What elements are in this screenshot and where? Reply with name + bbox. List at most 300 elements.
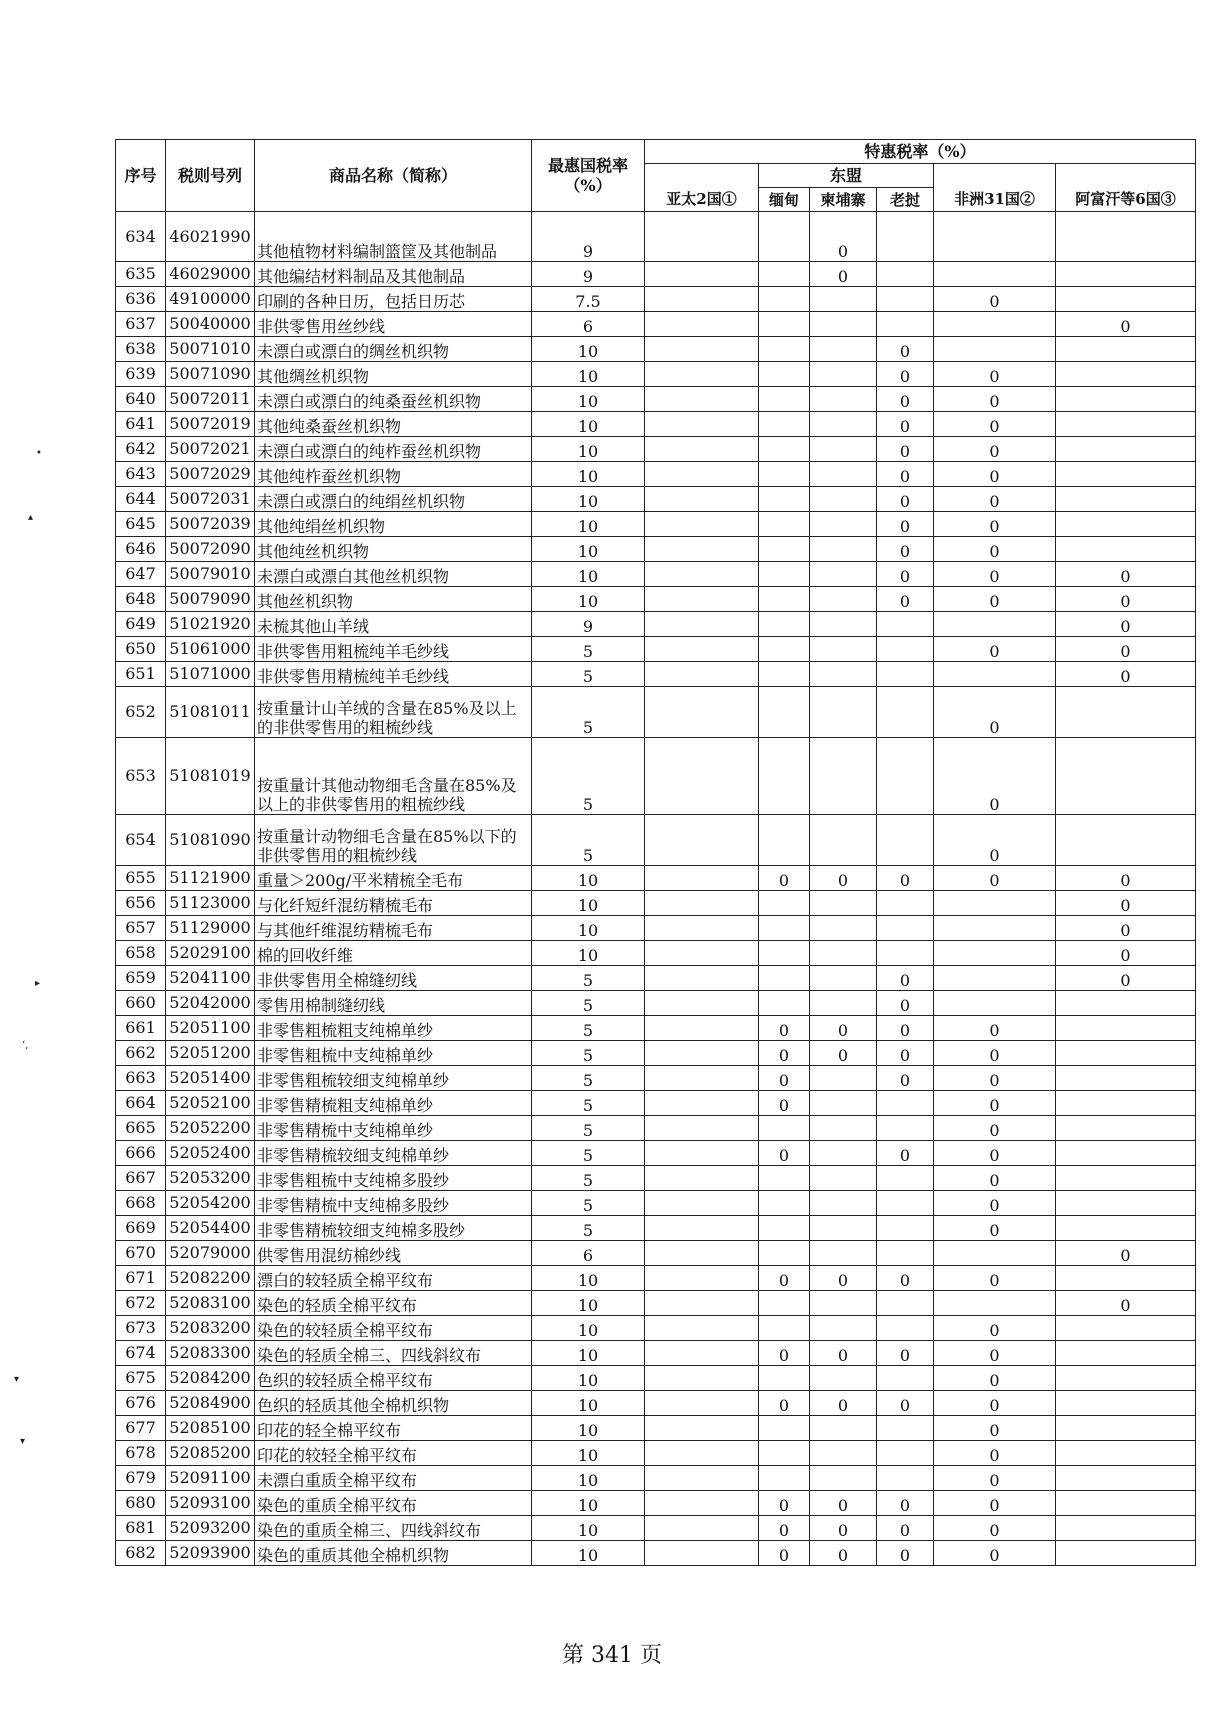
row-name: 按重量计其他动物细毛含量在85%及以上的非供零售用的粗梳纱线 [255,738,532,815]
row-rate [645,866,759,891]
row-seq: 679 [116,1466,166,1491]
row-rate [645,738,759,815]
row-rate [1056,362,1196,387]
row-rate [759,362,810,387]
row-name: 染色的轻质全棉平纹布 [255,1291,532,1316]
row-rate [877,941,934,966]
table-row [116,1316,1196,1341]
table-row [116,1341,1196,1366]
row-rate [645,1316,759,1341]
row-rate [645,512,759,537]
row-rate: 0 [877,562,934,587]
row-rate [877,1216,934,1241]
row-rate: 0 [934,587,1056,612]
row-name: 非零售粗梳中支纯棉单纱 [255,1041,532,1066]
header-blank-africa [934,164,1056,188]
row-rate [645,891,759,916]
row-code: 52085200 [166,1441,255,1466]
header-apta: 亚太2国① [645,188,759,212]
row-rate: 0 [1056,916,1196,941]
row-name: 其他丝机织物 [255,587,532,612]
row-seq: 634 [116,212,166,262]
row-rate [810,1441,877,1466]
table-row [116,362,1196,387]
row-rate [645,487,759,512]
row-rate: 0 [934,866,1056,891]
row-seq: 681 [116,1516,166,1541]
row-code: 51123000 [166,891,255,916]
row-rate [645,1016,759,1041]
row-seq: 682 [116,1541,166,1566]
row-mfn: 6 [532,312,645,337]
row-rate [934,991,1056,1016]
row-rate [645,1416,759,1441]
row-seq: 678 [116,1441,166,1466]
row-rate: 0 [934,815,1056,866]
row-code: 52051100 [166,1016,255,1041]
row-mfn: 5 [532,815,645,866]
row-code: 50072029 [166,462,255,487]
row-rate [645,966,759,991]
row-rate [810,916,877,941]
row-rate [810,587,877,612]
row-rate [759,738,810,815]
row-seq: 657 [116,916,166,941]
row-rate: 0 [877,966,934,991]
row-name: 非供零售用全棉缝纫线 [255,966,532,991]
row-code: 49100000 [166,287,255,312]
row-rate: 0 [759,1341,810,1366]
table-row [116,891,1196,916]
row-rate [810,637,877,662]
row-rate [759,1241,810,1266]
row-rate: 0 [934,1366,1056,1391]
row-rate [645,1516,759,1541]
row-rate [645,537,759,562]
row-rate: 0 [877,412,934,437]
table-row [116,1416,1196,1441]
table-row [116,612,1196,637]
row-mfn: 5 [532,1091,645,1116]
row-mfn: 5 [532,1041,645,1066]
row-mfn: 10 [532,1516,645,1541]
row-name: 未梳其他山羊绒 [255,612,532,637]
row-name: 未漂白或漂白的纯柞蚕丝机织物 [255,437,532,462]
table-row [116,815,1196,866]
row-rate: 0 [810,1266,877,1291]
row-mfn: 10 [532,1341,645,1366]
table-row [116,1041,1196,1066]
row-rate [645,1266,759,1291]
row-rate: 0 [810,1391,877,1416]
table-row [116,916,1196,941]
table-row [116,1516,1196,1541]
row-rate [645,462,759,487]
row-name: 按重量计山羊绒的含量在85%及以上的非供零售用的粗梳纱线 [255,687,532,738]
table-row [116,1016,1196,1041]
row-name: 非零售精梳粗支纯棉单纱 [255,1091,532,1116]
row-rate [810,1241,877,1266]
row-name: 其他植物材料编制篮筐及其他制品 [255,212,532,262]
row-rate [645,916,759,941]
row-rate [759,512,810,537]
row-rate: 0 [934,738,1056,815]
table-header [116,140,1196,212]
row-rate [1056,262,1196,287]
row-rate [810,662,877,687]
row-code: 50040000 [166,312,255,337]
row-rate [645,337,759,362]
row-rate [645,1541,759,1566]
row-rate [759,891,810,916]
table-row [116,738,1196,815]
row-rate: 0 [934,562,1056,587]
row-rate [1056,512,1196,537]
row-rate [1056,1541,1196,1566]
table-row [116,1441,1196,1466]
scan-speck: ‘, [22,1040,29,1051]
row-rate: 0 [877,1141,934,1166]
row-name: 非供零售用精梳纯羊毛纱线 [255,662,532,687]
row-rate: 0 [759,1491,810,1516]
row-name: 非零售精梳中支纯棉多股纱 [255,1191,532,1216]
row-rate: 0 [877,1391,934,1416]
header-laos: 老挝 [877,188,934,212]
row-rate [759,1441,810,1466]
row-rate: 0 [759,1266,810,1291]
row-seq: 669 [116,1216,166,1241]
row-name: 供零售用混纺棉纱线 [255,1241,532,1266]
row-rate [810,387,877,412]
row-rate: 0 [934,362,1056,387]
row-rate [645,1441,759,1466]
row-code: 52054200 [166,1191,255,1216]
row-rate: 0 [877,587,934,612]
row-rate [1056,687,1196,738]
row-rate [759,1191,810,1216]
row-seq: 656 [116,891,166,916]
table-row [116,1466,1196,1491]
row-rate [877,1466,934,1491]
row-mfn: 10 [532,462,645,487]
row-rate [810,687,877,738]
row-rate [1056,412,1196,437]
row-rate [810,337,877,362]
row-rate [934,262,1056,287]
row-rate: 0 [810,1016,877,1041]
table-row [116,512,1196,537]
scan-speck: ▸ [35,978,41,989]
row-mfn: 5 [532,738,645,815]
row-code: 50072031 [166,487,255,512]
row-code: 46021990 [166,212,255,262]
row-name: 其他纯柞蚕丝机织物 [255,462,532,487]
row-rate [877,1316,934,1341]
row-seq: 673 [116,1316,166,1341]
row-name: 印刷的各种日历，包括日历芯 [255,287,532,312]
row-rate [645,1116,759,1141]
row-code: 52083100 [166,1291,255,1316]
row-rate [759,966,810,991]
row-rate [810,1416,877,1441]
row-name: 染色的重质全棉平纹布 [255,1491,532,1516]
row-rate: 0 [877,1266,934,1291]
row-rate: 0 [877,537,934,562]
row-name: 漂白的较轻质全棉平纹布 [255,1266,532,1291]
row-rate [1056,1166,1196,1191]
row-rate [759,587,810,612]
row-name: 零售用棉制缝纫线 [255,991,532,1016]
row-rate [1056,287,1196,312]
row-rate: 0 [877,387,934,412]
row-seq: 655 [116,866,166,891]
row-mfn: 10 [532,1541,645,1566]
row-code: 52084900 [166,1391,255,1416]
row-rate [645,1491,759,1516]
row-rate [934,966,1056,991]
row-seq: 662 [116,1041,166,1066]
row-rate [810,1216,877,1241]
row-mfn: 9 [532,612,645,637]
row-rate [810,966,877,991]
row-seq: 639 [116,362,166,387]
row-name: 未漂白重质全棉平纹布 [255,1466,532,1491]
row-mfn: 5 [532,1066,645,1091]
row-mfn: 10 [532,387,645,412]
row-seq: 671 [116,1266,166,1291]
row-rate: 0 [934,1191,1056,1216]
row-code: 52052400 [166,1141,255,1166]
row-rate: 0 [1056,662,1196,687]
row-seq: 653 [116,738,166,815]
row-code: 50079010 [166,562,255,587]
row-rate [645,1366,759,1391]
row-rate [759,637,810,662]
row-rate [759,387,810,412]
row-rate [645,212,759,262]
header-afghanistan6: 阿富汗等6国③ [1056,188,1196,212]
row-rate [877,612,934,637]
row-rate [645,1341,759,1366]
row-rate [645,1241,759,1266]
row-seq: 643 [116,462,166,487]
row-rate [759,462,810,487]
row-name: 与化纤短纤混纺精梳毛布 [255,891,532,916]
row-rate: 0 [934,1391,1056,1416]
row-rate [1056,1441,1196,1466]
row-rate [877,687,934,738]
row-seq: 645 [116,512,166,537]
row-code: 51121900 [166,866,255,891]
table-row [116,687,1196,738]
row-rate [1056,487,1196,512]
row-seq: 652 [116,687,166,738]
row-rate: 0 [934,462,1056,487]
row-mfn: 10 [532,1316,645,1341]
table-row [116,1216,1196,1241]
row-rate [645,312,759,337]
row-name: 非零售精梳中支纯棉单纱 [255,1116,532,1141]
row-name: 色织的较轻质全棉平纹布 [255,1366,532,1391]
row-rate: 0 [877,512,934,537]
row-code: 51129000 [166,916,255,941]
row-rate: 0 [759,866,810,891]
row-rate: 0 [759,1516,810,1541]
row-rate [1056,1316,1196,1341]
row-rate [759,412,810,437]
row-rate: 0 [810,262,877,287]
row-rate [934,337,1056,362]
table-row [116,1291,1196,1316]
table-row [116,1116,1196,1141]
row-code: 52042000 [166,991,255,1016]
row-rate [877,1366,934,1391]
row-rate [810,487,877,512]
row-rate [810,512,877,537]
row-rate [934,312,1056,337]
row-rate [810,941,877,966]
row-rate: 0 [934,687,1056,738]
row-mfn: 5 [532,1016,645,1041]
row-code: 51081019 [166,738,255,815]
row-rate [810,537,877,562]
row-rate: 0 [877,866,934,891]
row-rate [1056,1016,1196,1041]
table-row [116,387,1196,412]
row-rate: 0 [810,1516,877,1541]
row-name: 其他纯桑蚕丝机织物 [255,412,532,437]
row-mfn: 9 [532,262,645,287]
row-mfn: 10 [532,941,645,966]
row-rate [645,1091,759,1116]
row-rate [645,587,759,612]
row-code: 52093100 [166,1491,255,1516]
row-rate: 0 [934,1341,1056,1366]
table-row [116,662,1196,687]
table-row [116,562,1196,587]
row-mfn: 10 [532,437,645,462]
row-seq: 650 [116,637,166,662]
row-rate [645,362,759,387]
row-seq: 659 [116,966,166,991]
row-seq: 638 [116,337,166,362]
row-name: 重量＞200g/平米精梳全毛布 [255,866,532,891]
row-rate [810,1316,877,1341]
row-rate [1056,1141,1196,1166]
row-name: 其他编结材料制品及其他制品 [255,262,532,287]
scan-speck: • [36,448,42,459]
header-mfn: 最惠国税率 （%） [532,140,645,212]
table-row [116,1391,1196,1416]
row-rate: 0 [934,437,1056,462]
row-rate [810,437,877,462]
row-seq: 660 [116,991,166,1016]
row-rate [1056,738,1196,815]
row-seq: 665 [116,1116,166,1141]
row-rate: 0 [877,1491,934,1516]
row-rate [1056,1216,1196,1241]
row-rate [759,941,810,966]
table-row [116,437,1196,462]
row-rate [810,612,877,637]
row-rate [810,287,877,312]
row-rate [645,815,759,866]
row-rate [810,1066,877,1091]
row-seq: 677 [116,1416,166,1441]
row-mfn: 10 [532,1266,645,1291]
table-row [116,212,1196,262]
row-rate [877,738,934,815]
row-name: 非零售粗梳粗支纯棉单纱 [255,1016,532,1041]
row-mfn: 5 [532,1141,645,1166]
row-rate: 0 [1056,587,1196,612]
row-rate: 0 [877,362,934,387]
row-rate: 0 [934,1416,1056,1441]
row-rate [810,1291,877,1316]
row-rate: 0 [877,1041,934,1066]
header-special: 特惠税率（%） [645,140,1196,164]
header-seq: 序号 [116,140,166,212]
row-code: 50079090 [166,587,255,612]
row-rate: 0 [934,637,1056,662]
row-rate: 0 [934,287,1056,312]
row-rate: 0 [1056,1241,1196,1266]
table-row [116,1266,1196,1291]
row-rate: 0 [934,1266,1056,1291]
row-rate: 0 [934,1091,1056,1116]
table-row [116,1366,1196,1391]
row-rate [759,537,810,562]
row-rate: 0 [934,1316,1056,1341]
row-rate [934,891,1056,916]
row-code: 52079000 [166,1241,255,1266]
row-rate [934,1241,1056,1266]
row-mfn: 10 [532,1416,645,1441]
row-code: 52093900 [166,1541,255,1566]
row-rate [759,287,810,312]
row-rate: 0 [934,1166,1056,1191]
row-mfn: 10 [532,891,645,916]
row-seq: 661 [116,1016,166,1041]
row-name: 染色的轻质全棉三、四线斜纹布 [255,1341,532,1366]
row-rate: 0 [810,1541,877,1566]
row-rate: 0 [877,1341,934,1366]
row-rate [934,612,1056,637]
row-mfn: 10 [532,562,645,587]
row-rate [810,412,877,437]
row-name: 非零售精梳较细支纯棉单纱 [255,1141,532,1166]
table-row [116,637,1196,662]
row-code: 52051400 [166,1066,255,1091]
row-rate: 0 [1056,612,1196,637]
row-rate [645,1216,759,1241]
row-rate: 0 [934,1441,1056,1466]
row-rate [810,891,877,916]
row-rate: 0 [934,487,1056,512]
row-code: 50072090 [166,537,255,562]
row-code: 52041100 [166,966,255,991]
row-rate [759,262,810,287]
row-mfn: 9 [532,212,645,262]
header-asean: 东盟 [759,164,934,188]
row-code: 52083200 [166,1316,255,1341]
row-rate: 0 [934,1516,1056,1541]
row-code: 52029100 [166,941,255,966]
row-rate [877,637,934,662]
row-rate [645,662,759,687]
row-rate: 0 [759,1391,810,1416]
row-rate [645,1391,759,1416]
